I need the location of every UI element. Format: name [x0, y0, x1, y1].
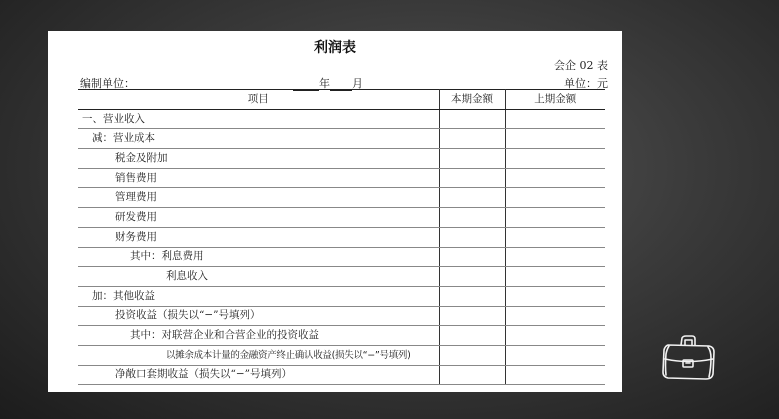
table-row	[78, 227, 605, 247]
table-row	[78, 109, 605, 129]
current-amount-cell	[439, 188, 505, 208]
row-item-label: 其中：利息费用	[78, 247, 439, 267]
current-amount-cell	[439, 227, 505, 247]
previous-amount-cell	[505, 129, 605, 149]
row-item-label: 财务费用	[78, 227, 439, 247]
row-item-label: 净敞口套期收益（损失以“−”号填列）	[78, 365, 439, 385]
unit-label: 单位：元	[564, 77, 608, 90]
month-label: 月	[352, 77, 363, 90]
current-amount-cell	[439, 208, 505, 228]
table-row	[78, 267, 605, 287]
table-row	[78, 129, 605, 149]
current-amount-cell	[439, 247, 505, 267]
previous-amount-cell	[505, 208, 605, 228]
previous-amount-cell	[505, 365, 605, 385]
current-amount-cell	[439, 168, 505, 188]
row-item-label: 投资收益（损失以“−”号填列）	[78, 306, 439, 326]
current-amount-cell	[439, 365, 505, 385]
previous-amount-cell	[505, 267, 605, 287]
row-item-label: 销售费用	[78, 168, 439, 188]
table-row	[78, 306, 605, 326]
statement-title: 利润表	[314, 40, 356, 56]
row-item-label: 研发费用	[78, 208, 439, 228]
table-row	[78, 247, 605, 267]
current-amount-cell	[439, 326, 505, 346]
row-item-label: 税金及附加	[78, 149, 439, 169]
table-row	[78, 345, 605, 365]
table-row	[78, 208, 605, 228]
current-amount-cell	[439, 129, 505, 149]
row-item-label: 利息收入	[78, 267, 439, 287]
statement-table	[78, 89, 605, 385]
row-item-label: 管理费用	[78, 188, 439, 208]
year-label: 年	[319, 77, 330, 90]
previous-amount-cell	[505, 345, 605, 365]
column-header-current: 本期金额	[439, 90, 505, 110]
briefcase-icon	[658, 328, 718, 388]
current-amount-cell	[439, 267, 505, 287]
income-statement-sheet	[48, 31, 622, 392]
compiler-label: 编制单位：	[80, 77, 135, 90]
table-row	[78, 149, 605, 169]
current-amount-cell	[439, 109, 505, 129]
previous-amount-cell	[505, 306, 605, 326]
current-amount-cell	[439, 306, 505, 326]
table-row	[78, 286, 605, 306]
previous-amount-cell	[505, 109, 605, 129]
statement-rows	[78, 109, 605, 385]
table-header-row	[78, 90, 605, 110]
row-item-label: 其中：对联营企业和合营企业的投资收益	[78, 326, 439, 346]
current-amount-cell	[439, 286, 505, 306]
table-row	[78, 326, 605, 346]
row-item-label: 以摊余成本计量的金融资产终止确认收益(损失以“−”号填列)	[78, 345, 439, 365]
previous-amount-cell	[505, 227, 605, 247]
previous-amount-cell	[505, 326, 605, 346]
table-row	[78, 168, 605, 188]
table-row	[78, 365, 605, 385]
row-item-label: 加：其他收益	[78, 286, 439, 306]
table-row	[78, 188, 605, 208]
previous-amount-cell	[505, 149, 605, 169]
row-item-label: 一、营业收入	[78, 109, 439, 129]
row-item-label: 减：营业成本	[78, 129, 439, 149]
current-amount-cell	[439, 149, 505, 169]
previous-amount-cell	[505, 286, 605, 306]
previous-amount-cell	[505, 247, 605, 267]
previous-amount-cell	[505, 168, 605, 188]
form-code: 会企 02 表	[554, 59, 608, 72]
previous-amount-cell	[505, 188, 605, 208]
current-amount-cell	[439, 345, 505, 365]
column-header-item: 项目	[78, 90, 439, 110]
column-header-previous: 上期金额	[505, 90, 605, 110]
